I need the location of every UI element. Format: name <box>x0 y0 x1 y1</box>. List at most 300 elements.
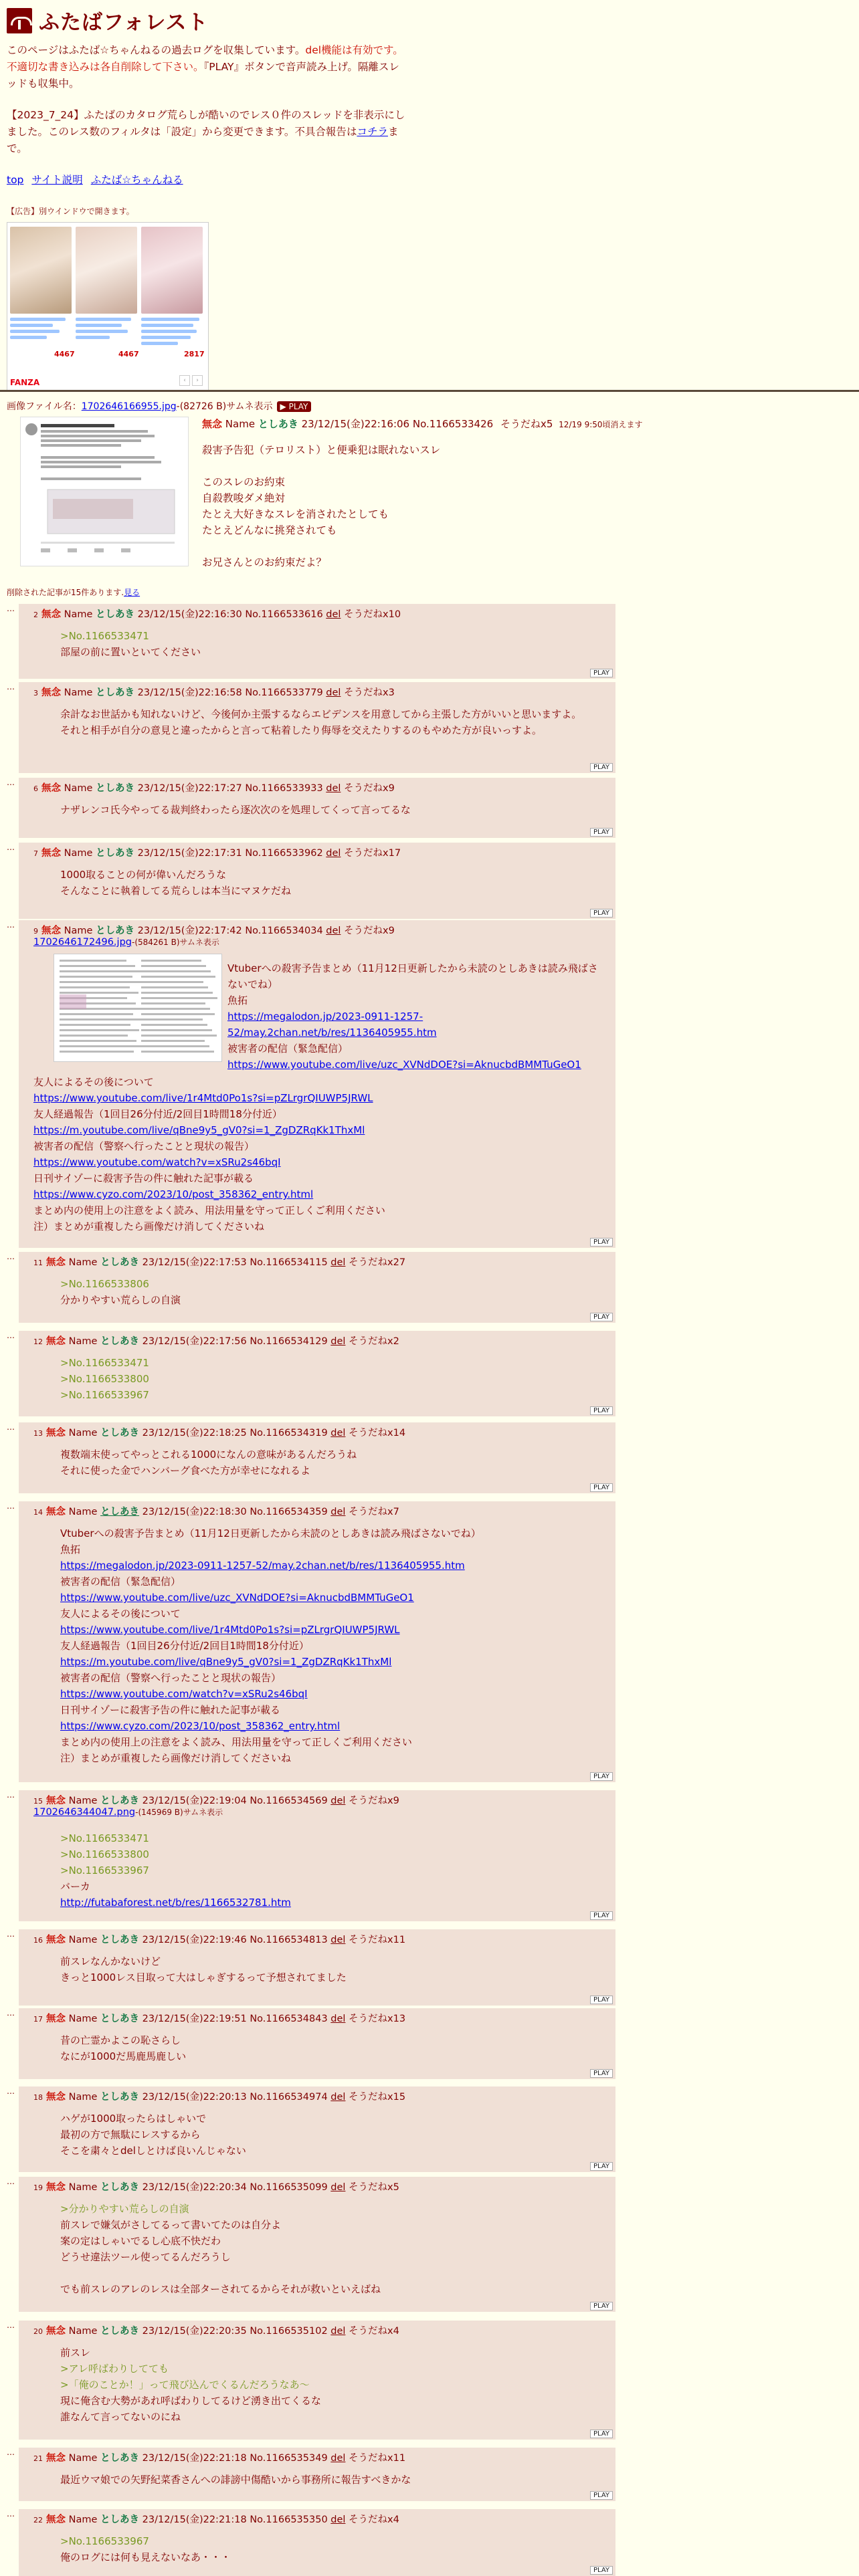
reply-line: 前スレで嫌気がさしてるって書いてたのは自分よ <box>60 2219 282 2231</box>
reply-line <box>60 2265 609 2281</box>
reply-play-button[interactable]: PLAY <box>590 669 613 677</box>
reply-header <box>33 2011 405 2025</box>
reply-link[interactable]: https://www.youtube.com/live/1r4Mtd0Po1s?si=pZLrgrQIUWP5JRWL <box>60 1624 400 1636</box>
del-link[interactable]: del <box>330 1796 346 1806</box>
soudane-button[interactable]: そうだねx11 <box>349 1935 406 1945</box>
reply-header <box>33 1425 405 1439</box>
reply-body <box>60 1446 609 1479</box>
reply-box <box>19 2509 615 2576</box>
reply-line: 友人経過報告（1回目26分付近/2回目1時間18分付近） <box>33 1108 282 1120</box>
reply-line: 被害者の配信（緊急配信） <box>227 1043 349 1055</box>
ad-item-3[interactable] <box>141 227 203 348</box>
name-label: Name <box>68 2453 98 2464</box>
reply-header <box>33 923 395 937</box>
reply-link[interactable]: https://megalodon.jp/2023-0911-1257-52/may.2chan.net/b/res/1136405955.htm <box>227 1010 437 1039</box>
ad-image[interactable] <box>10 227 72 314</box>
name-label: Name <box>68 1507 98 1517</box>
reply-header <box>33 2179 399 2193</box>
reply-post <box>7 1929 615 2006</box>
reply-post <box>7 2177 615 2312</box>
del-link[interactable]: del <box>326 848 341 859</box>
post-datetime: 23/12/15(金)22:19:51 No.1166534843 <box>142 2014 328 2024</box>
poster-name: としあき <box>100 1257 140 1268</box>
reply-line: 魚拓 <box>60 1543 81 1555</box>
reply-box <box>19 2008 615 2079</box>
reply-marker: … <box>7 1501 15 1511</box>
post-datetime: 23/12/15(金)22:16:30 No.1166533616 <box>137 609 323 620</box>
soudane-button[interactable]: そうだねx3 <box>344 687 395 698</box>
reply-link[interactable]: http://futabaforest.net/b/res/1166532781.htm <box>60 1897 291 1909</box>
poster-name: としあき <box>100 1796 140 1806</box>
subject: 無念 <box>38 783 62 794</box>
reply-box <box>19 1929 615 2006</box>
reply-number: 13 <box>33 1429 43 1438</box>
reply-box <box>19 1501 615 1782</box>
reply-play-button[interactable]: PLAY <box>590 2566 613 2575</box>
reply-box <box>19 2448 615 2501</box>
reply-file-link[interactable]: 1702646172496.jpg <box>33 937 132 948</box>
ad-image[interactable] <box>76 227 137 314</box>
soudane-button[interactable]: そうだねx9 <box>344 783 395 794</box>
quote-line: >分かりやすい荒らしの自演 <box>60 2203 189 2215</box>
poster-name: としあき <box>100 2453 140 2464</box>
reply-post <box>7 778 615 838</box>
reply-body <box>60 1525 609 1766</box>
op-header <box>202 417 643 431</box>
quote-line: >No.1166533967 <box>60 1864 149 1876</box>
expire-time: 12/19 9:50頃消えます <box>559 420 643 429</box>
reply-marker: … <box>7 604 15 613</box>
reply-line: 被害者の配信（警察へ行ったことと現状の報告） <box>60 1672 282 1684</box>
reply-line: ナザレンコ氏今やってる裁判終わったら逐次次のを処理してくって言ってるな <box>60 804 411 816</box>
poster-name: としあき <box>100 2182 140 2193</box>
reply-line: それと相手が自分の意見と違ったからと言って粘着したり侮辱を交えたりするのもやめた方が良いっすよ。 <box>60 724 543 736</box>
tweet-screenshot-image <box>21 417 188 566</box>
reply-marker: … <box>7 2509 15 2518</box>
reply-link[interactable]: https://www.youtube.com/live/1r4Mtd0Po1s?si=pZLrgrQIUWP5JRWL <box>33 1092 373 1104</box>
reply-line: それに使った金でハンバーグ食べた方が幸せになれるよ <box>60 1465 310 1477</box>
reply-post <box>7 1252 615 1323</box>
reply-play-button[interactable]: PLAY <box>590 2491 613 2500</box>
reply-play-button[interactable]: PLAY <box>590 1996 613 2004</box>
post-datetime: 23/12/15(金)22:20:13 No.1166534974 <box>142 2092 328 2103</box>
notice-text-end: まで。 <box>7 126 399 154</box>
reply-number: 17 <box>33 2015 43 2024</box>
reply-number: 12 <box>33 1337 43 1346</box>
quote-line: >「俺のことか！」って飛び込んでくるんだろうなあ～ <box>60 2379 310 2391</box>
reply-line: ハゲが1000取ったらはしゃいで <box>60 2113 207 2125</box>
op-file-line <box>7 399 852 413</box>
reply-box <box>19 920 615 1248</box>
del-link[interactable]: del <box>330 1336 346 1347</box>
post-datetime: 23/12/15(金)22:17:31 No.1166533962 <box>137 848 323 859</box>
reply-header <box>33 2323 399 2337</box>
reply-line: そんなことに執着してる荒らしは本当にマヌケだね <box>60 885 292 897</box>
reply-body <box>60 2472 609 2488</box>
reply-line: なにが1000だ馬鹿馬鹿しい <box>60 2050 187 2062</box>
poster-name: としあき <box>96 783 135 794</box>
reply-line: Vtuberへの殺害予告まとめ（11月12日更新したから未読のとしあきは読み飛ばさないでね） <box>227 962 598 990</box>
op-post <box>7 399 852 568</box>
soudane-button[interactable]: そうだねx5 <box>349 2182 399 2193</box>
reply-box <box>19 682 615 773</box>
name-label: Name <box>68 1796 98 1806</box>
reply-box <box>19 843 615 919</box>
reply-number: 22 <box>33 2516 43 2525</box>
subject: 無念 <box>43 1935 66 1945</box>
reply-body <box>60 1830 609 1911</box>
fanza-logo: FANZA <box>10 378 40 387</box>
reply-play-button[interactable]: PLAY <box>590 828 613 837</box>
soudane-button[interactable]: そうだねx10 <box>344 609 401 620</box>
desc-text-2: 『PLAY』ボタンで音声読み上げ。隔離スレッドも収集中。 <box>7 61 399 90</box>
nav-futaba[interactable]: ふたば☆ちゃんねる <box>90 174 183 186</box>
poster-name-link[interactable]: としあき <box>100 1507 140 1517</box>
reply-marker: … <box>7 1929 15 1939</box>
reply-play-button[interactable]: PLAY <box>590 909 613 918</box>
reply-body <box>60 2345 609 2425</box>
reply-line: 現に俺含む大勢があれ呼ばわりしてるけど湧き出てくるな <box>60 2395 322 2407</box>
reply-line: 友人経過報告（1回目26分付近/2回目1時間18分付近） <box>60 1640 309 1652</box>
reply-play-button[interactable]: PLAY <box>590 2430 613 2438</box>
reply-number: 21 <box>33 2454 43 2463</box>
reply-post <box>7 604 615 679</box>
del-note: del機能は有効です。不適切な書き込みは各自削除して下さい。 <box>7 44 403 73</box>
post-datetime: 23/12/15(金)22:16:06 No.1166533426 <box>301 418 494 430</box>
reply-number: 19 <box>33 2183 43 2192</box>
reply-link[interactable]: https://m.youtube.com/live/qBne9y5_gV0?si=1_ZgDZRqKk1ThxMl <box>60 1656 392 1668</box>
reply-line: 注）まとめが重複したら画像だけ消してくださいね <box>60 1752 292 1764</box>
post-datetime: 23/12/15(金)22:17:42 No.1166534034 <box>137 926 323 936</box>
subject: 無念 <box>43 2514 66 2525</box>
name-label: Name <box>64 687 93 698</box>
soudane-button[interactable]: そうだねx17 <box>344 848 401 859</box>
reply-line: バーカ <box>60 1881 90 1893</box>
reply-post <box>7 843 615 919</box>
subject: 無念 <box>202 418 223 430</box>
update-notice <box>7 107 408 157</box>
name-label: Name <box>64 926 93 936</box>
post-datetime: 23/12/15(金)22:21:18 No.1166535349 <box>142 2453 328 2464</box>
ad-banner[interactable] <box>7 222 209 391</box>
name-label: Name <box>68 2326 98 2337</box>
reply-line: 最初の方で無駄にレスするから <box>60 2129 201 2141</box>
op-thumbnail[interactable] <box>20 417 189 566</box>
reply-line: まとめ内の使用上の注意をよく読み、用法用量を守って正しくご利用ください <box>33 1204 385 1216</box>
reply-header <box>33 685 395 699</box>
poster-name: としあき <box>258 418 298 430</box>
name-label: Name <box>68 2182 98 2193</box>
del-link[interactable]: del <box>330 2514 346 2525</box>
quote-line: >No.1166533471 <box>60 1357 149 1369</box>
reply-box <box>19 1252 615 1323</box>
nav-top[interactable]: top <box>7 174 24 186</box>
reply-marker: … <box>7 1331 15 1340</box>
reply-line: 前スレなんかないけど <box>60 1955 161 1967</box>
reply-number: 11 <box>33 1259 43 1267</box>
reply-play-button[interactable]: PLAY <box>590 1483 613 1492</box>
reply-line: 分かりやすい荒らしの自演 <box>60 1294 181 1306</box>
deleted-note <box>7 586 140 598</box>
document-screenshot-image <box>54 954 221 1061</box>
poster-name: としあき <box>100 2514 140 2525</box>
reply-link[interactable]: https://www.youtube.com/watch?v=xSRu2s46bqI <box>60 1688 308 1700</box>
reply-marker: … <box>7 920 15 930</box>
reply-line: 最近ウマ娘での矢野紀菜香さんへの誹謗中傷酷いから事務所に報告すべきかな <box>60 2474 411 2486</box>
del-link[interactable]: del <box>330 2014 346 2024</box>
name-label: Name <box>68 1428 98 1438</box>
reply-line: 1000取ることの何が偉いんだろうな <box>60 869 227 881</box>
reply-line: 複数端末使ってやっとこれる1000になんの意味があるんだろうね <box>60 1448 357 1461</box>
reply-file-link[interactable]: 1702646344047.png <box>33 1807 136 1818</box>
reply-post <box>7 2321 615 2440</box>
del-link[interactable]: del <box>326 609 341 620</box>
del-link[interactable]: del <box>330 1257 346 1268</box>
post-datetime: 23/12/15(金)22:17:56 No.1166534129 <box>142 1336 328 1347</box>
del-link[interactable]: del <box>330 2092 346 2103</box>
reply-number: 14 <box>33 1508 43 1517</box>
subject: 無念 <box>43 2453 66 2464</box>
reply-play-button[interactable]: PLAY <box>590 2069 613 2078</box>
reply-play-button[interactable]: PLAY <box>590 1911 613 1920</box>
subject: 無念 <box>38 609 62 620</box>
reply-marker: … <box>7 1422 15 1432</box>
poster-name: としあき <box>96 926 135 936</box>
quote-line: >No.1166533800 <box>60 1373 149 1385</box>
reply-header <box>33 607 401 621</box>
reply-post <box>7 2509 615 2576</box>
reply-post <box>7 920 615 1248</box>
name-label: Name <box>64 609 93 620</box>
name-label: Name <box>225 418 256 430</box>
reply-line: 被害者の配信（警察へ行ったことと現状の報告） <box>33 1140 255 1152</box>
post-datetime: 23/12/15(金)22:21:18 No.1166535350 <box>142 2514 328 2525</box>
reply-post <box>7 682 615 773</box>
post-datetime: 23/12/15(金)22:20:35 No.1166535102 <box>142 2326 328 2337</box>
reply-marker: … <box>7 1790 15 1800</box>
del-link[interactable]: del <box>330 1428 346 1438</box>
poster-name: としあき <box>100 1428 140 1438</box>
soudane-button[interactable]: そうだねx9 <box>344 926 395 936</box>
reply-body <box>60 802 609 818</box>
reply-marker: … <box>7 843 15 852</box>
reply-number: 20 <box>33 2327 43 2336</box>
reply-body <box>60 628 609 660</box>
soudane-button[interactable]: そうだねx27 <box>349 1257 406 1268</box>
reply-line: 注）まとめが重複したら画像だけ消してくださいね <box>33 1220 265 1232</box>
quote-line: >アレ呼ばわりしてても <box>60 2363 169 2375</box>
reply-body <box>60 1953 609 1985</box>
reply-header <box>33 2512 399 2526</box>
reply-marker: … <box>7 2321 15 2330</box>
reply-line: 被害者の配信（緊急配信） <box>60 1576 181 1588</box>
reply-marker: … <box>7 2177 15 2186</box>
reply-line: 日刊サイゾーに殺害予告の件に触れた記事が載る <box>60 1704 280 1716</box>
post-datetime: 23/12/15(金)22:20:34 No.1166535099 <box>142 2182 328 2193</box>
reply-number: 3 <box>33 689 38 697</box>
reply-header <box>33 1793 399 1807</box>
post-datetime: 23/12/15(金)22:18:25 No.1166534319 <box>142 1428 328 1438</box>
reply-line: 魚拓 <box>227 994 248 1006</box>
file-info: -(82726 B)サムネ表示 <box>176 401 273 412</box>
soudane-button[interactable]: そうだねx14 <box>349 1428 406 1438</box>
ad-item-1[interactable] <box>10 227 72 342</box>
name-label: Name <box>64 783 93 794</box>
del-link[interactable]: del <box>330 2453 346 2464</box>
reply-thumbnail[interactable] <box>54 954 222 1062</box>
op-file-link[interactable]: 1702646166955.jpg <box>81 401 177 412</box>
reply-body <box>60 1276 609 1308</box>
reply-marker: … <box>7 1252 15 1261</box>
ad-label: 【広告】別ウインドウで開きます。 <box>7 207 134 216</box>
name-label: Name <box>68 2514 98 2525</box>
soudane-button[interactable]: そうだねx4 <box>349 2326 399 2337</box>
reply-play-button[interactable]: PLAY <box>590 1772 613 1781</box>
reply-number: 18 <box>33 2093 43 2102</box>
file-label: 画像ファイル名： <box>7 401 82 412</box>
reply-line: どうせ違法ツール使ってるんだろうし <box>60 2251 231 2263</box>
show-deleted-link[interactable]: 見る <box>124 588 140 597</box>
soudane-button[interactable]: そうだねx4 <box>349 2514 399 2525</box>
nav-site-info[interactable]: サイト説明 <box>31 174 83 186</box>
desc-text: このページはふたば☆ちゃんねるの過去ログを収集しています。 <box>7 44 306 56</box>
name-label: Name <box>68 1257 98 1268</box>
reply-play-button[interactable]: PLAY <box>590 1406 613 1415</box>
site-header <box>0 0 859 391</box>
name-label: Name <box>68 2014 98 2024</box>
subject: 無念 <box>43 2182 66 2193</box>
reply-post <box>7 2086 615 2172</box>
reply-body <box>60 2533 609 2565</box>
op-body: 殺害予告犯（テロリスト）と便乗犯は眠れないスレ このスレのお約束 自殺教唆ダメ絶対 たとえ大好きなスレを消されたとしても たとえどんなに挑発されても お兄さんとのお約束だよ？ <box>202 444 441 568</box>
reply-file-line <box>33 1806 223 1818</box>
poster-name: としあき <box>100 2326 140 2337</box>
chevron-left-icon[interactable]: ‹ <box>179 375 190 386</box>
poster-name: としあき <box>100 1935 140 1945</box>
reply-box <box>19 2321 615 2440</box>
soudane-button[interactable]: そうだねx11 <box>349 2453 406 2464</box>
ad-count: 4467 <box>54 350 75 358</box>
del-link[interactable]: del <box>330 1507 346 1517</box>
poster-name: としあき <box>96 687 135 698</box>
reply-link[interactable]: https://www.cyzo.com/2023/10/post_358362_entry.html <box>60 1720 341 1732</box>
reply-post <box>7 1331 615 1416</box>
reply-marker: … <box>7 682 15 691</box>
subject: 無念 <box>38 926 62 936</box>
title-row <box>7 5 852 35</box>
reply-body <box>60 2111 609 2159</box>
reply-body <box>60 706 609 738</box>
name-label: Name <box>64 848 93 859</box>
file-info: -(145969 B)サムネ表示 <box>135 1808 223 1817</box>
soudane-button[interactable]: そうだねx9 <box>349 1796 399 1806</box>
reply-play-button[interactable]: PLAY <box>590 2302 613 2311</box>
reply-number: 15 <box>33 1797 43 1806</box>
soudane-button[interactable]: そうだねx15 <box>349 2092 406 2103</box>
reply-play-button[interactable]: PLAY <box>590 2162 613 2171</box>
reply-header <box>33 1504 399 1518</box>
reply-link[interactable]: https://www.cyzo.com/2023/10/post_358362_entry.html <box>33 1188 314 1200</box>
reply-link[interactable]: https://www.youtube.com/live/uzc_XVNdDOE?si=AknucbdBMMTuGeO1 <box>227 1059 581 1071</box>
reply-box <box>19 2086 615 2172</box>
reply-line: 前スレ <box>60 2347 91 2359</box>
reply-link[interactable]: https://m.youtube.com/live/qBne9y5_gV0?si=1_ZgDZRqKk1ThxMl <box>33 1124 365 1136</box>
subject: 無念 <box>43 2014 66 2024</box>
reply-link[interactable]: https://megalodon.jp/2023-0911-1257-52/may.2chan.net/b/res/1136405955.htm <box>60 1560 465 1572</box>
subject: 無念 <box>43 2326 66 2337</box>
del-link[interactable]: del <box>330 2326 346 2337</box>
quote-line: >No.1166533471 <box>60 630 149 642</box>
reply-body <box>60 2201 609 2297</box>
reply-box <box>19 2177 615 2312</box>
subject: 無念 <box>43 1796 66 1806</box>
bug-report-link[interactable]: コチラ <box>357 126 388 138</box>
reply-line: まとめ内の使用上の注意をよく読み、用法用量を守って正しくご利用ください <box>60 1736 412 1748</box>
poster-name: としあき <box>96 848 135 859</box>
soudane-button[interactable]: そうだねx7 <box>349 1507 399 1517</box>
reply-body <box>60 1355 609 1403</box>
poster-name: としあき <box>100 2014 140 2024</box>
name-label: Name <box>68 2092 98 2103</box>
quote-line: >No.1166533800 <box>60 1848 149 1860</box>
ad-item-2[interactable] <box>76 227 137 342</box>
post-datetime: 23/12/15(金)22:16:58 No.1166533779 <box>137 687 323 698</box>
soudane-button[interactable]: そうだねx13 <box>349 2014 406 2024</box>
quote-line: >No.1166533471 <box>60 1832 149 1844</box>
reply-post <box>7 2008 615 2079</box>
subject: 無念 <box>43 1257 66 1268</box>
del-link[interactable]: del <box>330 1935 346 1945</box>
reply-line: Vtuberへの殺害予告まとめ（11月12日更新したから未読のとしあきは読み飛ばさないでね） <box>60 1527 481 1539</box>
post-datetime: 23/12/15(金)22:18:30 No.1166534359 <box>142 1507 328 1517</box>
reply-line: 友人によるその後について <box>60 1608 181 1620</box>
soudane-button[interactable]: そうだねx5 <box>500 418 553 430</box>
op-play-button[interactable]: ▶ PLAY <box>277 401 312 412</box>
post-datetime: 23/12/15(金)22:19:46 No.1166534813 <box>142 1935 328 1945</box>
divider <box>0 390 859 392</box>
reply-number: 7 <box>33 849 38 858</box>
del-link[interactable]: del <box>326 926 341 936</box>
reply-play-button[interactable]: PLAY <box>590 1238 613 1247</box>
reply-line: そこを粛々とdelしとけば良いんじゃない <box>60 2145 246 2157</box>
chevron-right-icon[interactable]: › <box>192 375 203 386</box>
ad-image[interactable] <box>141 227 203 314</box>
reply-box <box>19 604 615 679</box>
futaba-logo-icon <box>7 8 32 33</box>
subject: 無念 <box>43 1336 66 1347</box>
del-link[interactable]: del <box>326 687 341 698</box>
del-link[interactable]: del <box>326 783 341 794</box>
subject: 無念 <box>38 848 62 859</box>
name-label: Name <box>68 1336 98 1347</box>
del-link[interactable]: del <box>330 2182 346 2193</box>
reply-link[interactable]: https://www.youtube.com/watch?v=xSRu2s46bqI <box>33 1156 281 1168</box>
play-label: PLAY <box>288 402 308 411</box>
reply-body <box>33 1074 609 1235</box>
reply-line: きっと1000レス目取って大はしゃぎするって予想されてました <box>60 1971 347 1983</box>
soudane-button[interactable]: そうだねx2 <box>349 1336 399 1347</box>
reply-play-button[interactable]: PLAY <box>590 763 613 772</box>
reply-header <box>33 1333 399 1348</box>
reply-post <box>7 1422 615 1493</box>
reply-link[interactable]: https://www.youtube.com/live/uzc_XVNdDOE?si=AknucbdBMMTuGeO1 <box>60 1592 414 1604</box>
reply-line: 誰なんて言ってないのにね <box>60 2411 181 2423</box>
reply-line: でも前スレのアレのレスは全部ターされてるからそれが救いといえばね <box>60 2283 381 2295</box>
reply-play-button[interactable]: PLAY <box>590 1313 613 1321</box>
reply-line: 昔の亡霊かよこの恥さらし <box>60 2034 181 2046</box>
poster-name: としあき <box>100 2092 140 2103</box>
reply-post <box>7 1501 615 1782</box>
